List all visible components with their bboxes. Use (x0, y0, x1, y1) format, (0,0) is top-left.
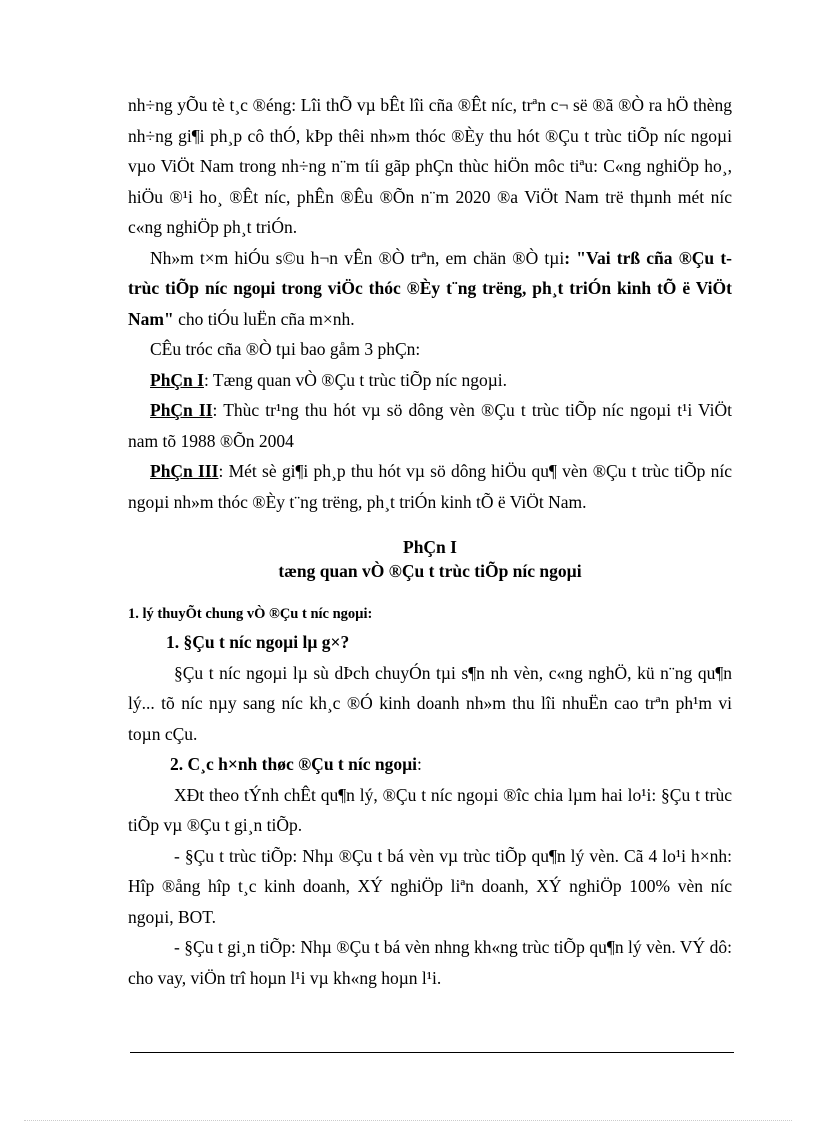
paragraph-topic (128, 243, 732, 335)
paragraph-definition: §Çu t níc ngoµi lµ sù dÞch chuyÓn tµi s¶n nh vèn, c«ng nghÖ, kü n¨ng qu¶n lý... tõ níc nµy sang níc kh¸c ®Ó kinh doanh nh»m thu lîi nhuËn cao trªn ph¹m vi toµn cÇu. (128, 662, 732, 744)
heading-what-is-fdi: 1. §Çu t níc ngoµi lµ g×? (166, 632, 350, 652)
part-item-2 (128, 395, 732, 456)
footer-divider (130, 1052, 734, 1053)
part-text: : Mét sè gi¶i ph¸p thu hót vµ sö dông hiÖu qu¶ vèn ®Çu t trùc tiÕp níc ngoµi nh»m thóc ®Èy t¨ng trëng, ph¸t triÓn kinh tÕ ë ViÖt Nam. (128, 461, 732, 512)
spacer (128, 583, 732, 601)
topic-lead: Nh»m t×m hiÓu s©u h¬n vÊn ®Ò trªn, em chän ®Ò tµi (150, 247, 565, 268)
heading-level-1: 1. lý thuyÕt chung vÒ ®Çu t níc ngoµi: (128, 606, 373, 622)
section-subtitle: tæng quan vÒ ®Çu t trùc tiÕp níc ngoµi (278, 561, 582, 581)
spacer (128, 517, 732, 535)
heading-forms-text: 2. C¸c h×nh thøc ®Çu t níc ngoµi (170, 754, 418, 774)
part-label: PhÇn III (150, 461, 219, 481)
heading-forms-of-investment (128, 749, 732, 780)
part-item-3 (128, 456, 732, 517)
topic-title: : "Vai trß cña ®Çu t trùc tiÕp níc ngoµi trong viÖc thóc ®Èy t¨ng trëng, ph¸t triÓn kinh tÕ ë ViÖt Nam" (128, 247, 732, 329)
section-title: PhÇn I (403, 537, 457, 557)
part-item-1 (128, 365, 732, 396)
part-text: : Tæng quan vÒ ®Çu t trùc tiÕp níc ngoµi. (203, 369, 508, 390)
part-label: PhÇn I (150, 369, 204, 390)
paragraph-structure: CÊu tróc cña ®Ò tµi bao gåm 3 phÇn: (150, 339, 421, 359)
heading-forms-colon: : (417, 754, 422, 774)
paragraph-indirect-investment: - §Çu t gi¸n tiÕp: Nhµ ®Çu t bá vèn nhng kh«ng trùc tiÕp qu¶n lý vèn. VÝ dô: cho vay, viÖn trî hoµn l¹i vµ kh«ng hoµn l¹i. (128, 937, 732, 988)
paragraph-forms: XÐt theo tÝnh chÊt qu¶n lý, ®Çu t níc ngoµi ®îc chia lµm hai lo¹i: §Çu t trùc tiÕp vµ ®Çu t gi¸n tiÕp. (128, 784, 732, 835)
part-text: : Thùc tr¹ng thu hót vµ sö dông vèn ®Çu t trùc tiÕp níc ngoµi t¹i ViÖt nam tõ 1988 ®Õn 2004 (128, 400, 732, 451)
document-body (128, 90, 732, 993)
paragraph-intro-continued: nh÷ng yÕu tè t¸c ®éng: Lîi thÕ vµ bÊt lîi cña ®Êt níc, trªn c¬ së ®ã ®Ò ra hÖ thèng nh÷ng gi¶i ph¸p cô thÓ, kÞp thêi nh»m thóc ®Èy thu hót ®Çu t trùc tiÕp níc ngoµi vµo ViÖt Nam trong nh÷ng n¨m tíi gãp phÇn thùc hiÖn môc tiªu: C«ng nghiÖp ho¸, hiÖu ®¹i ho¸ ®Êt níc, phÊn ®Êu ®Õn n¨m 2020 ®a ViÖt Nam trë thµnh mét níc c«ng nghiÖp ph¸t triÓn. (128, 95, 732, 237)
paragraph-direct-investment: - §Çu t trùc tiÕp: Nhµ ®Çu t bá vèn vµ trùc tiÕp qu¶n lý vèn. Cã 4 lo¹i h×nh: Hîp ®ång hîp t¸c kinh doanh, XÝ nghiÖp liªn doanh, XÝ nghiÖp 100% vèn níc ngoµi, BOT. (128, 845, 732, 927)
part-label: PhÇn II (150, 400, 213, 420)
topic-tail: cho tiÓu luËn cña m×nh. (173, 308, 355, 329)
page-edge-dots (24, 1120, 792, 1121)
